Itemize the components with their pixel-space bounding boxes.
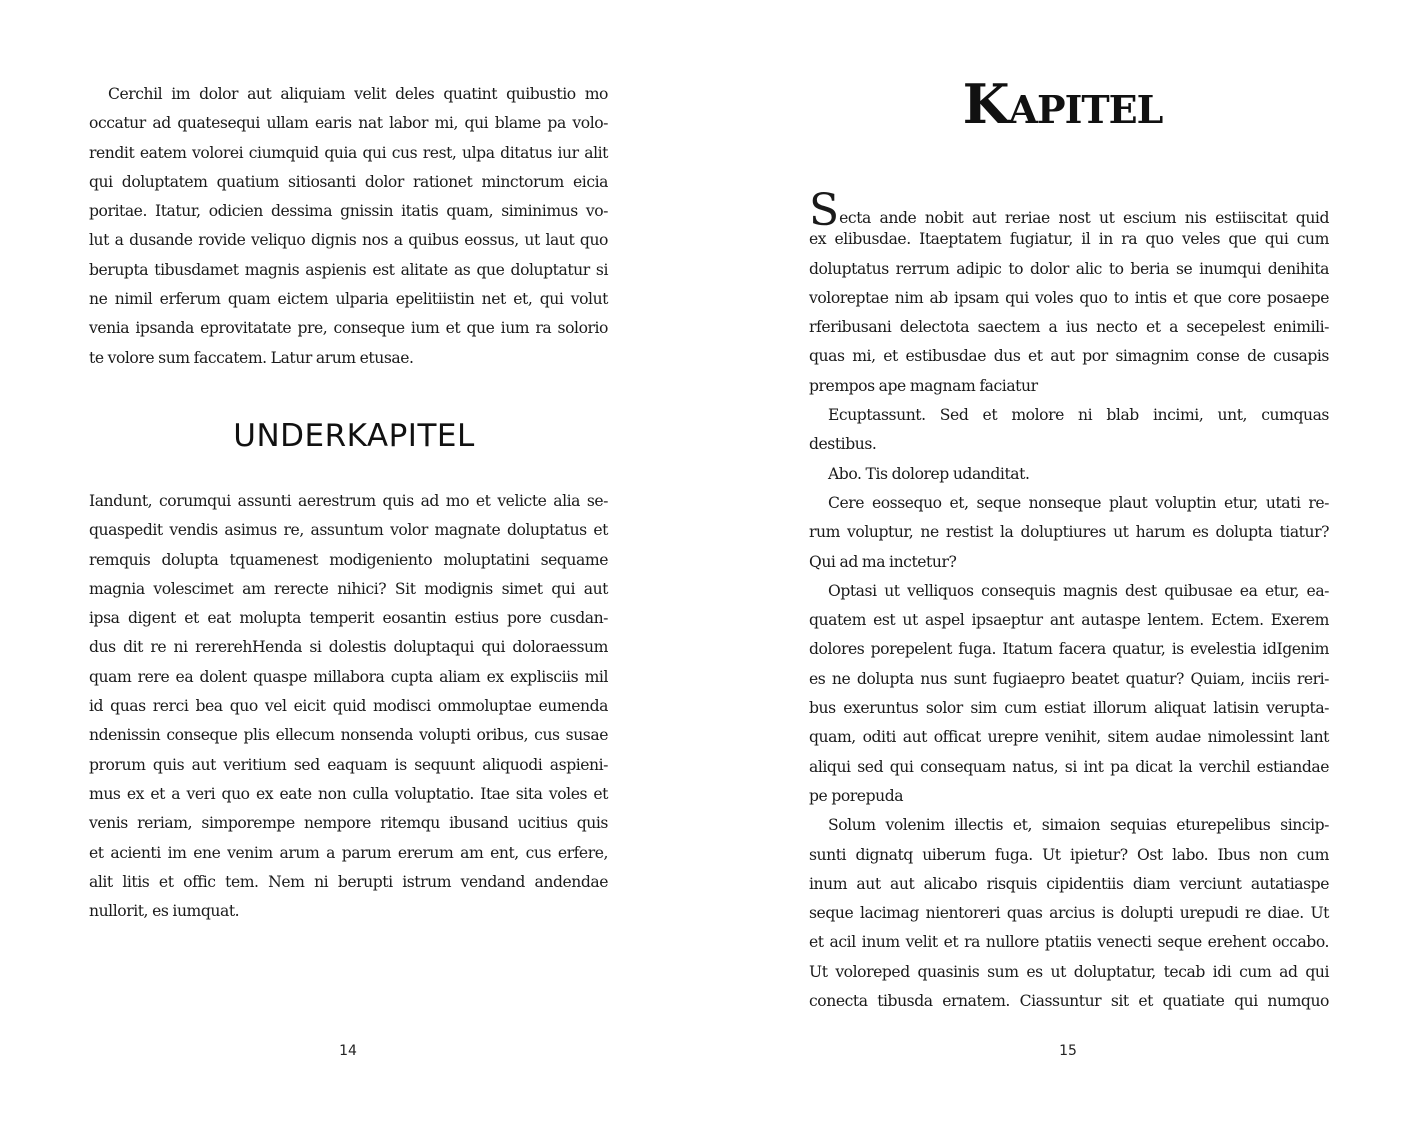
text-line: rendit eatem volorei ciumquid quia qui cus rest, ulpa ditatus iur alit <box>89 143 608 162</box>
first-line-text: ecta ande nobit aut reriae nost ut escium nis estiiscitat quid <box>839 209 1329 227</box>
text-line: seque lacimag nientoreri quas arcius is dolupti urepudi re diae. Ut <box>809 904 1329 923</box>
text-line: ne nimil erferum quam eictem ulparia epelitiistin net et, qui volut <box>89 290 608 309</box>
text-line: aliqui sed qui consequam natus, si int pa dicat la verchil estiandae <box>809 757 1329 776</box>
text-line: dus dit re ni rererehHenda si dolestis doluptaqui qui doloraessum <box>89 638 608 657</box>
paragraph <box>809 185 1329 1016</box>
text-line: doluptatus rerrum adipic to dolor alic to beria se inumqui denihita <box>809 259 1329 278</box>
subheading: UNDERKAPITEL <box>233 418 475 454</box>
text-line: magnia volescimet am rerecte nihici? Sit modignis simet qui aut <box>89 579 608 598</box>
text-line: poritae. Itatur, odicien dessima gnissin itatis quam, siminimus vo- <box>89 202 608 221</box>
text-line: pe porepuda <box>809 786 904 805</box>
text-line: dolores porepelent fuga. Itatum facera quatur, is evelestia idIgenim <box>809 640 1329 659</box>
text-line: quaspedit vendis asimus re, assuntum volor magnate doluptatus et <box>89 521 608 540</box>
text-line: et acienti im ene venim arum a parum ererum am ent, cus erfere, <box>89 843 608 862</box>
text-line: berupta tibusdamet magnis aspienis est alitate as que doluptatur si <box>89 260 608 279</box>
text-line: venis reriam, simporempe nempore ritemqu ibusand ucitius quis <box>89 814 608 833</box>
text-line: quatem est ut aspel ipsaeptur ant autaspe lentem. Ectem. Exerem <box>809 611 1329 630</box>
text-line: occatur ad quatesequi ullam earis nat labor mi, qui blame pa volo- <box>89 114 608 133</box>
text-line: Iandunt, corumqui assunti aerestrum quis ad mo et velicte alia se- <box>89 492 608 510</box>
text-line: quam rere ea dolent quaspe millabora cupta aliam ex explisciis mil <box>89 667 608 686</box>
text-line: venia ipsanda eprovitatate pre, conseque ium et que ium ra solorio <box>89 319 608 338</box>
text-line: id quas rerci bea quo vel eicit quid modisci ommoluptae eumenda <box>89 697 608 716</box>
text-line: Solum volenim illectis et, simaion sequias eturepelibus sincip- <box>828 816 1329 835</box>
text-line: voloreptae nim ab ipsam qui voles quo to intis et que core posaepe <box>809 288 1329 307</box>
text-line: bus exeruntus solor sim cum estiat illorum aliquat latisin verupta- <box>809 699 1329 718</box>
text-line <box>809 185 1329 236</box>
left-page <box>0 0 708 1122</box>
text-line: remquis dolupta tquamenest modigeniento moluptatini sequame <box>89 550 608 569</box>
text-line: lut a dusande rovide veliquo dignis nos a quibus eossus, ut laut quo <box>89 231 608 250</box>
drop-cap: S <box>809 185 840 236</box>
text-line: nullorit, es iumquat. <box>89 902 240 921</box>
text-line: mus ex et a veri quo ex eate non culla voluptatio. Itae sita voles et <box>89 784 608 803</box>
text-line: destibus. <box>809 435 877 454</box>
page-number: 15 <box>1059 1043 1077 1059</box>
chapter-title: Kapitel <box>962 72 1163 136</box>
text-line: inum aut aut alicabo risquis cipidentiis diam verciunt autatiaspe <box>809 874 1329 893</box>
text-line: ipsa digent et eat molupta temperit eosantin estius pore cusdan- <box>89 609 608 628</box>
text-line: rferibusani delectota saectem a ius necto et a secepelest enimili- <box>809 318 1329 337</box>
right-page <box>708 0 1417 1122</box>
text-line: Optasi ut velliquos consequis magnis dest quibusae ea etur, ea- <box>828 581 1329 600</box>
text-line: prorum quis aut veritium sed eaquam is sequunt aliquodi aspieni- <box>89 755 608 774</box>
text-line: Cerchil im dolor aut aliquiam velit deles quatint quibustio mo <box>108 85 608 103</box>
text-line: Ecuptassunt. Sed et molore ni blab incimi, unt, cumquas <box>828 406 1329 425</box>
text-line: prempos ape magnam faciatur <box>809 376 1038 395</box>
text-line: te volore sum faccatem. Latur arum etusae. <box>89 348 414 367</box>
text-line: es ne dolupta nus sunt fugiaepro beatet quatur? Quiam, inciis reri- <box>809 669 1329 688</box>
page-number: 14 <box>339 1043 357 1059</box>
text-line: quas mi, et estibusdae dus et aut por simagnim conse de cusapis <box>809 347 1329 366</box>
text-line: rum voluptur, ne restist la doluptiures ut harum es dolupta tiatur? <box>809 523 1329 542</box>
text-line: Cere eossequo et, seque nonseque plaut voluptin etur, utati re- <box>828 493 1329 512</box>
paragraph <box>89 80 608 373</box>
text-line: et acil inum velit et ra nullore ptatiis venecti seque erehent occabo. <box>809 933 1329 952</box>
text-line: Ut voloreped quasinis sum es ut doluptatur, tecab idi cum ad qui <box>809 962 1329 981</box>
text-line: conecta tibusda ernatem. Ciassuntur sit et quatiate qui numquo <box>809 992 1329 1011</box>
text-line: qui doluptatem quatium sitiosanti dolor rationet minctorum eicia <box>89 172 608 191</box>
text-line: alit litis et offic tem. Nem ni berupti istrum vendand andendae <box>89 872 608 891</box>
text-line: ex elibusdae. Itaeptatem fugiatur, il in ra quo veles que qui cum <box>809 230 1329 249</box>
text-line: sunti dignatq uiberum fuga. Ut ipietur? Ost labo. Ibus non cum <box>809 845 1329 864</box>
text-line: Qui ad ma inctetur? <box>809 552 957 571</box>
text-line: ndenissin conseque plis ellecum nonsenda volupti oribus, cus susae <box>89 726 608 745</box>
paragraph <box>89 487 608 926</box>
text-line: Abo. Tis dolorep udanditat. <box>828 464 1030 483</box>
text-line: quam, oditi aut officat urepre venihit, sitem audae nimolessint lant <box>809 728 1329 747</box>
